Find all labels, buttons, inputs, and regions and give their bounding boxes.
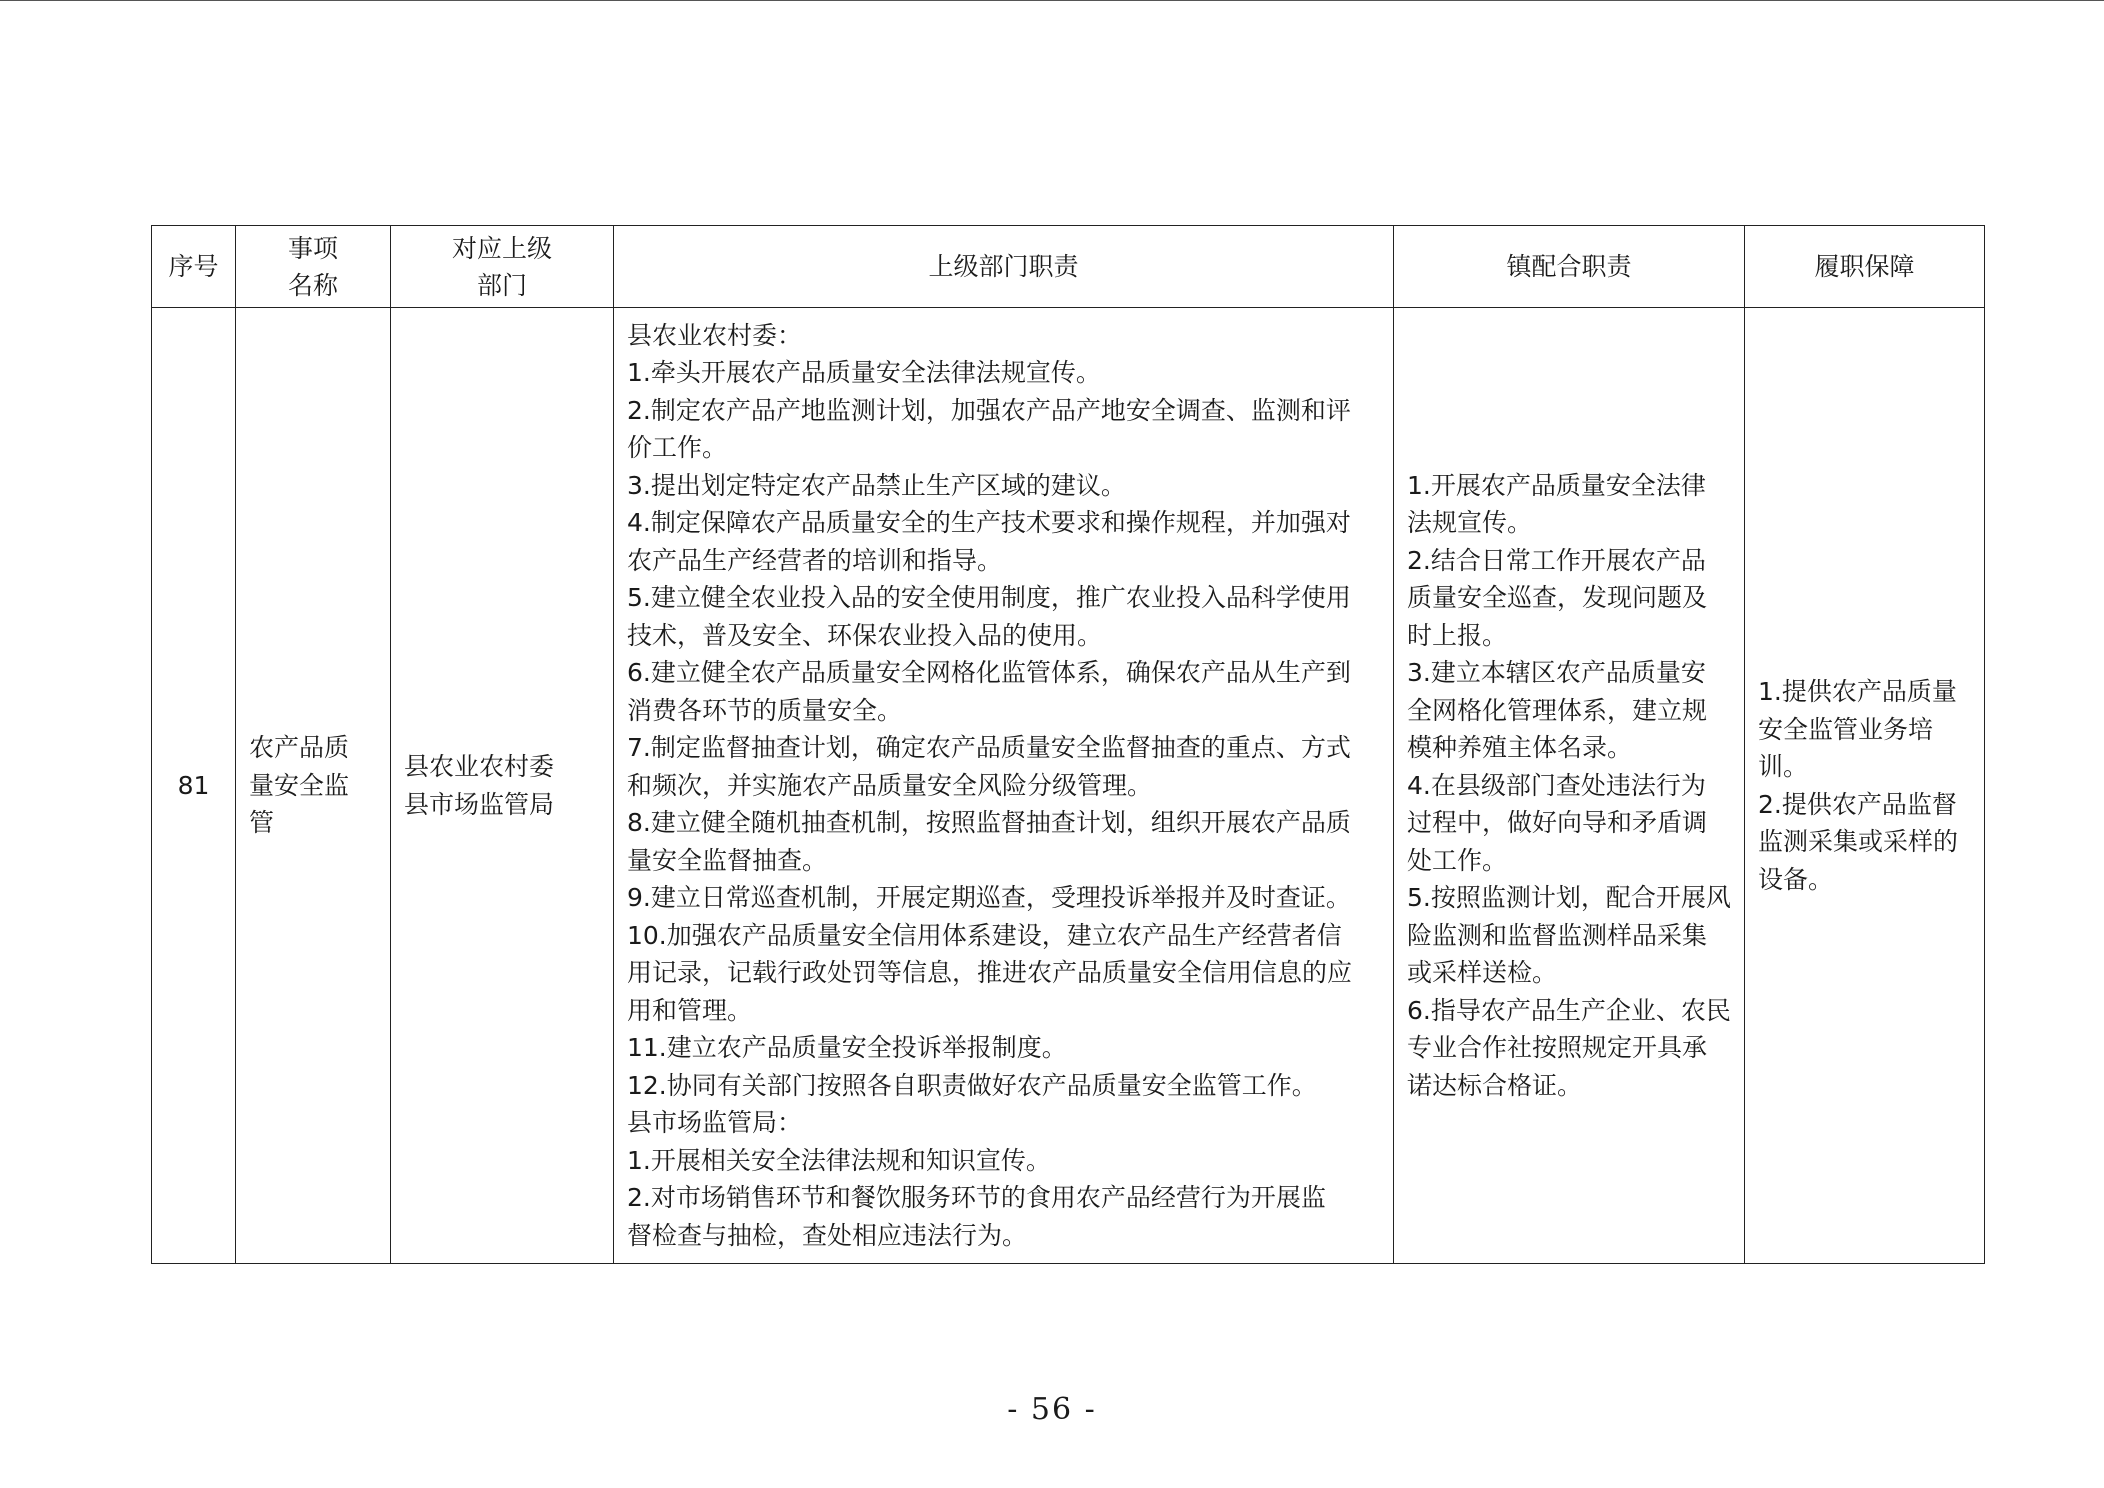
cell-text-line: 2.结合日常工作开展农产品 (1407, 545, 1706, 575)
cell-text-line: 县市场监管局 (404, 789, 555, 819)
header-text-line: 履职保障 (1814, 252, 1915, 281)
cell-text-line: 9.建立日常巡查机制，开展定期巡查，受理投诉举报并及时查证。 (627, 883, 1351, 913)
cell-text-line: 8.建立健全随机抽查机制，按照监督抽查计划，组织开展农产品质 (627, 808, 1351, 838)
header-text-line: 镇配合职责 (1506, 252, 1632, 281)
cell-text-line: 过程中，做好向导和矛盾调 (1407, 808, 1708, 838)
cell-text-line: 时上报。 (1407, 620, 1508, 650)
cell-text-line: 6.建立健全农产品质量安全网格化监管体系，确保农产品从生产到 (627, 658, 1351, 688)
header-town-duties (1394, 226, 1745, 308)
cell-text-line: 县农业农村委 (404, 752, 555, 781)
cell-text-line: 1.牵头开展农产品质量安全法律法规宣传。 (627, 358, 1101, 388)
cell-text-line: 县农业农村委： (627, 320, 803, 350)
cell-text-line: 县市场监管局： (627, 1108, 803, 1138)
cell-text-line: 2.提供农产品监督 (1758, 789, 1957, 819)
cell-text-line: 训。 (1758, 752, 1809, 781)
cell-text-line: 5.按照监测计划，配合开展风 (1407, 883, 1731, 913)
cell-text-line: 处工作。 (1407, 845, 1508, 875)
cell-text-line: 农产品生产经营者的培训和指导。 (627, 545, 1003, 575)
cell-text-line: 农产品质 (249, 733, 350, 763)
cell-text-line: 10.加强农产品质量安全信用体系建设，建立农产品生产经营者信 (627, 920, 1342, 950)
cell-text-line: 模种养殖主体名录。 (1407, 733, 1633, 763)
cell-town-duties (1394, 308, 1745, 1264)
cell-text-line: 1.提供农产品质量 (1758, 677, 1957, 706)
header-text-line: 名称 (287, 270, 338, 300)
cell-text-line: 量安全监督抽查。 (627, 845, 828, 875)
cell-text-line: 1.开展相关安全法律法规和知识宣传。 (627, 1145, 1051, 1175)
cell-text-line: 量安全监 (249, 770, 350, 800)
table-row (152, 308, 1985, 1264)
page-number: - 56 - (1007, 1392, 1097, 1427)
cell-text-line: 质量安全巡查，发现问题及 (1407, 583, 1708, 613)
top-border-line (0, 0, 2104, 1)
header-superior-duties (614, 226, 1394, 308)
cell-text-line: 监测采集或采样的 (1758, 827, 1959, 856)
cell-text-line: 全网格化管理体系，建立规 (1407, 695, 1708, 725)
cell-text-line: 诺达标合格证。 (1407, 1070, 1583, 1100)
table-header-row (152, 226, 1985, 308)
cell-text-line: 3.建立本辖区农产品质量安 (1407, 658, 1706, 688)
header-serial-no (152, 226, 236, 308)
cell-text-line: 4.制定保障农产品质量安全的生产技术要求和操作规程，并加强对 (627, 508, 1351, 538)
cell-text-line: 3.提出划定特定农产品禁止生产区域的建议。 (627, 470, 1126, 500)
header-item-name (236, 226, 391, 308)
table-body (152, 308, 1985, 1264)
cell-text-line: 12.协同有关部门按照各自职责做好农产品质量安全监管工作。 (627, 1070, 1317, 1100)
header-text-line: 序号 (168, 252, 219, 281)
cell-text-line: 消费各环节的质量安全。 (627, 695, 903, 725)
cell-text-line: 专业合作社按照规定开具承 (1407, 1033, 1708, 1063)
cell-text-line: 用记录，记载行政处罚等信息，推进农产品质量安全信用信息的应 (627, 958, 1353, 988)
cell-item-name (236, 308, 391, 1264)
cell-text-line: 1.开展农产品质量安全法律 (1407, 470, 1706, 500)
cell-serial-no: 81 (152, 308, 236, 1264)
cell-text-line: 5.建立健全农业投入品的安全使用制度，推广农业投入品科学使用 (627, 583, 1351, 613)
cell-superior-dept (391, 308, 614, 1264)
cell-text-line: 管 (249, 808, 275, 838)
cell-text-line: 2.制定农产品产地监测计划，加强农产品产地安全调查、监测和评 (627, 395, 1351, 425)
header-text-line: 对应上级 (451, 233, 552, 263)
cell-text-line: 6.指导农产品生产企业、农民 (1407, 995, 1731, 1025)
cell-text-line: 用和管理。 (627, 995, 753, 1025)
cell-text-line: 和频次，并实施农产品质量安全风险分级管理。 (627, 770, 1153, 800)
cell-text-line: 设备。 (1758, 864, 1834, 894)
cell-text-line: 价工作。 (627, 433, 728, 463)
cell-text-line: 2.对市场销售环节和餐饮服务环节的食用农产品经营行为开展监 (627, 1183, 1326, 1213)
cell-text-line: 法规宣传。 (1407, 508, 1533, 538)
cell-superior-duties (614, 308, 1394, 1264)
cell-text-line: 7.制定监督抽查计划，确定农产品质量安全监督抽查的重点、方式 (627, 733, 1351, 763)
cell-text-line: 安全监管业务培 (1758, 714, 1934, 744)
cell-text-line: 4.在县级部门查处违法行为 (1407, 770, 1706, 800)
cell-text-line: 督检查与抽检，查处相应违法行为。 (627, 1220, 1028, 1250)
cell-text-line: 11.建立农产品质量安全投诉举报制度。 (627, 1033, 1067, 1063)
cell-text-line: 技术，普及安全、环保农业投入品的使用。 (627, 620, 1103, 650)
header-text-line: 事项 (287, 233, 338, 263)
cell-text-line: 险监测和监督监测样品采集 (1407, 920, 1708, 950)
header-superior-dept (391, 226, 614, 308)
cell-text-line: 或采样送检。 (1407, 958, 1558, 988)
cell-guarantees (1745, 308, 1985, 1264)
header-guarantees (1745, 226, 1985, 308)
duty-table (151, 225, 1985, 1264)
header-text-line: 部门 (476, 270, 527, 300)
header-text-line: 上级部门职责 (928, 252, 1079, 281)
